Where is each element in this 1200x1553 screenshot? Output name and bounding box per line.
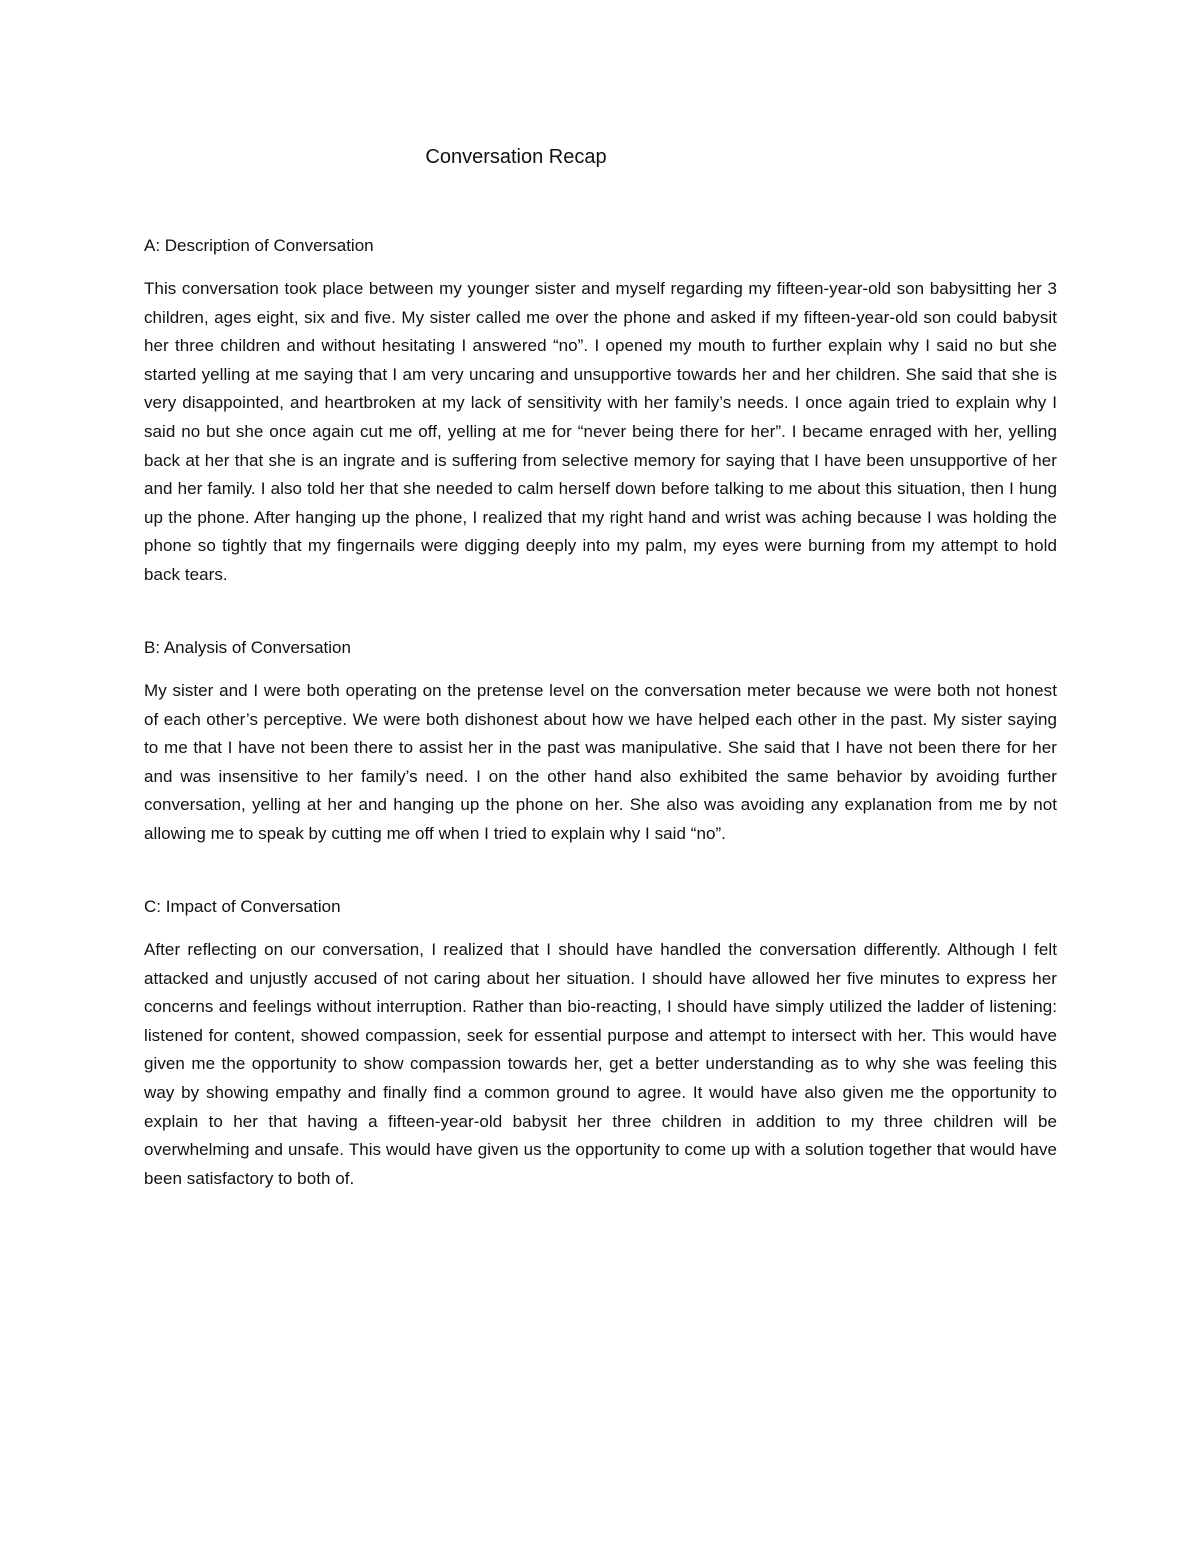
section-paragraph: My sister and I were both operating on the pretense level on the conversation meter because we were both not honest of each other’s perceptive. We were both dishonest about how we have helped each other in the past. My sister saying to me that I have not been there to assist her in the past was manipulative. She said that I have not been there for her and was insensitive to her family’s need. I on the other hand also exhibited the same behavior by avoiding further conversation, yelling at her and hanging up the phone on her. She also was avoiding any explanation from me by not allowing me to speak by cutting me off when I tried to explain why I said “no”. <box>144 681 1057 843</box>
section-heading: B: Analysis of Conversation <box>144 638 351 657</box>
section-c-heading-block <box>144 896 1057 918</box>
section-heading: C: Impact of Conversation <box>144 897 341 916</box>
document-title: Conversation Recap <box>425 146 607 168</box>
section-paragraph: After reflecting on our conversation, I realized that I should have handled the conversation differently. Although I felt attacked and unjustly accused of not caring about her situation. I should have allowed her five minutes to express her concerns and feelings without interruption. Rather than bio-reacting, I should have simply utilized the ladder of listening: listened for content, showed compassion, seek for essential purpose and attempt to intersect with her. This would have given me the opportunity to show compassion towards her, get a better understanding as to why she was feeling this way by showing empathy and finally find a common ground to agree. It would have also given me the opportunity to explain to her that having a fifteen-year-old babysit her three children in addition to my three children will be overwhelming and unsafe. This would have given us the opportunity to come up with a solution together that would have been satisfactory to both of. <box>144 940 1057 1188</box>
section-c-body-block <box>144 936 1057 1193</box>
section-b-heading-block <box>144 637 1057 659</box>
section-a-heading-block <box>144 235 1057 257</box>
section-a-body-block <box>144 275 1057 590</box>
section-heading: A: Description of Conversation <box>144 236 374 255</box>
section-paragraph: This conversation took place between my younger sister and myself regarding my fifteen-year-old son babysitting her 3 children, ages eight, six and five. My sister called me over the phone and asked if my fifteen-year-old son could babysit her three children and without hesitating I answered “no”. I opened my mouth to further explain why I said no but she started yelling at me saying that I am very uncaring and unsupportive towards her and her children. She said that she is very disappointed, and heartbroken at my lack of sensitivity with her family’s needs. I once again tried to explain why I said no but she once again cut me off, yelling at me for “never being there for her”. I became enraged with her, yelling back at her that she is an ingrate and is suffering from selective memory for saying that I have been unsupportive of her and her family. I also told her that she needed to calm herself down before talking to me about this situation, then I hung up the phone. After hanging up the phone, I realized that my right hand and wrist was aching because I was holding the phone so tightly that my fingernails were digging deeply into my palm, my eyes were burning from my attempt to hold back tears. <box>144 279 1057 584</box>
section-b-body-block <box>144 677 1057 849</box>
